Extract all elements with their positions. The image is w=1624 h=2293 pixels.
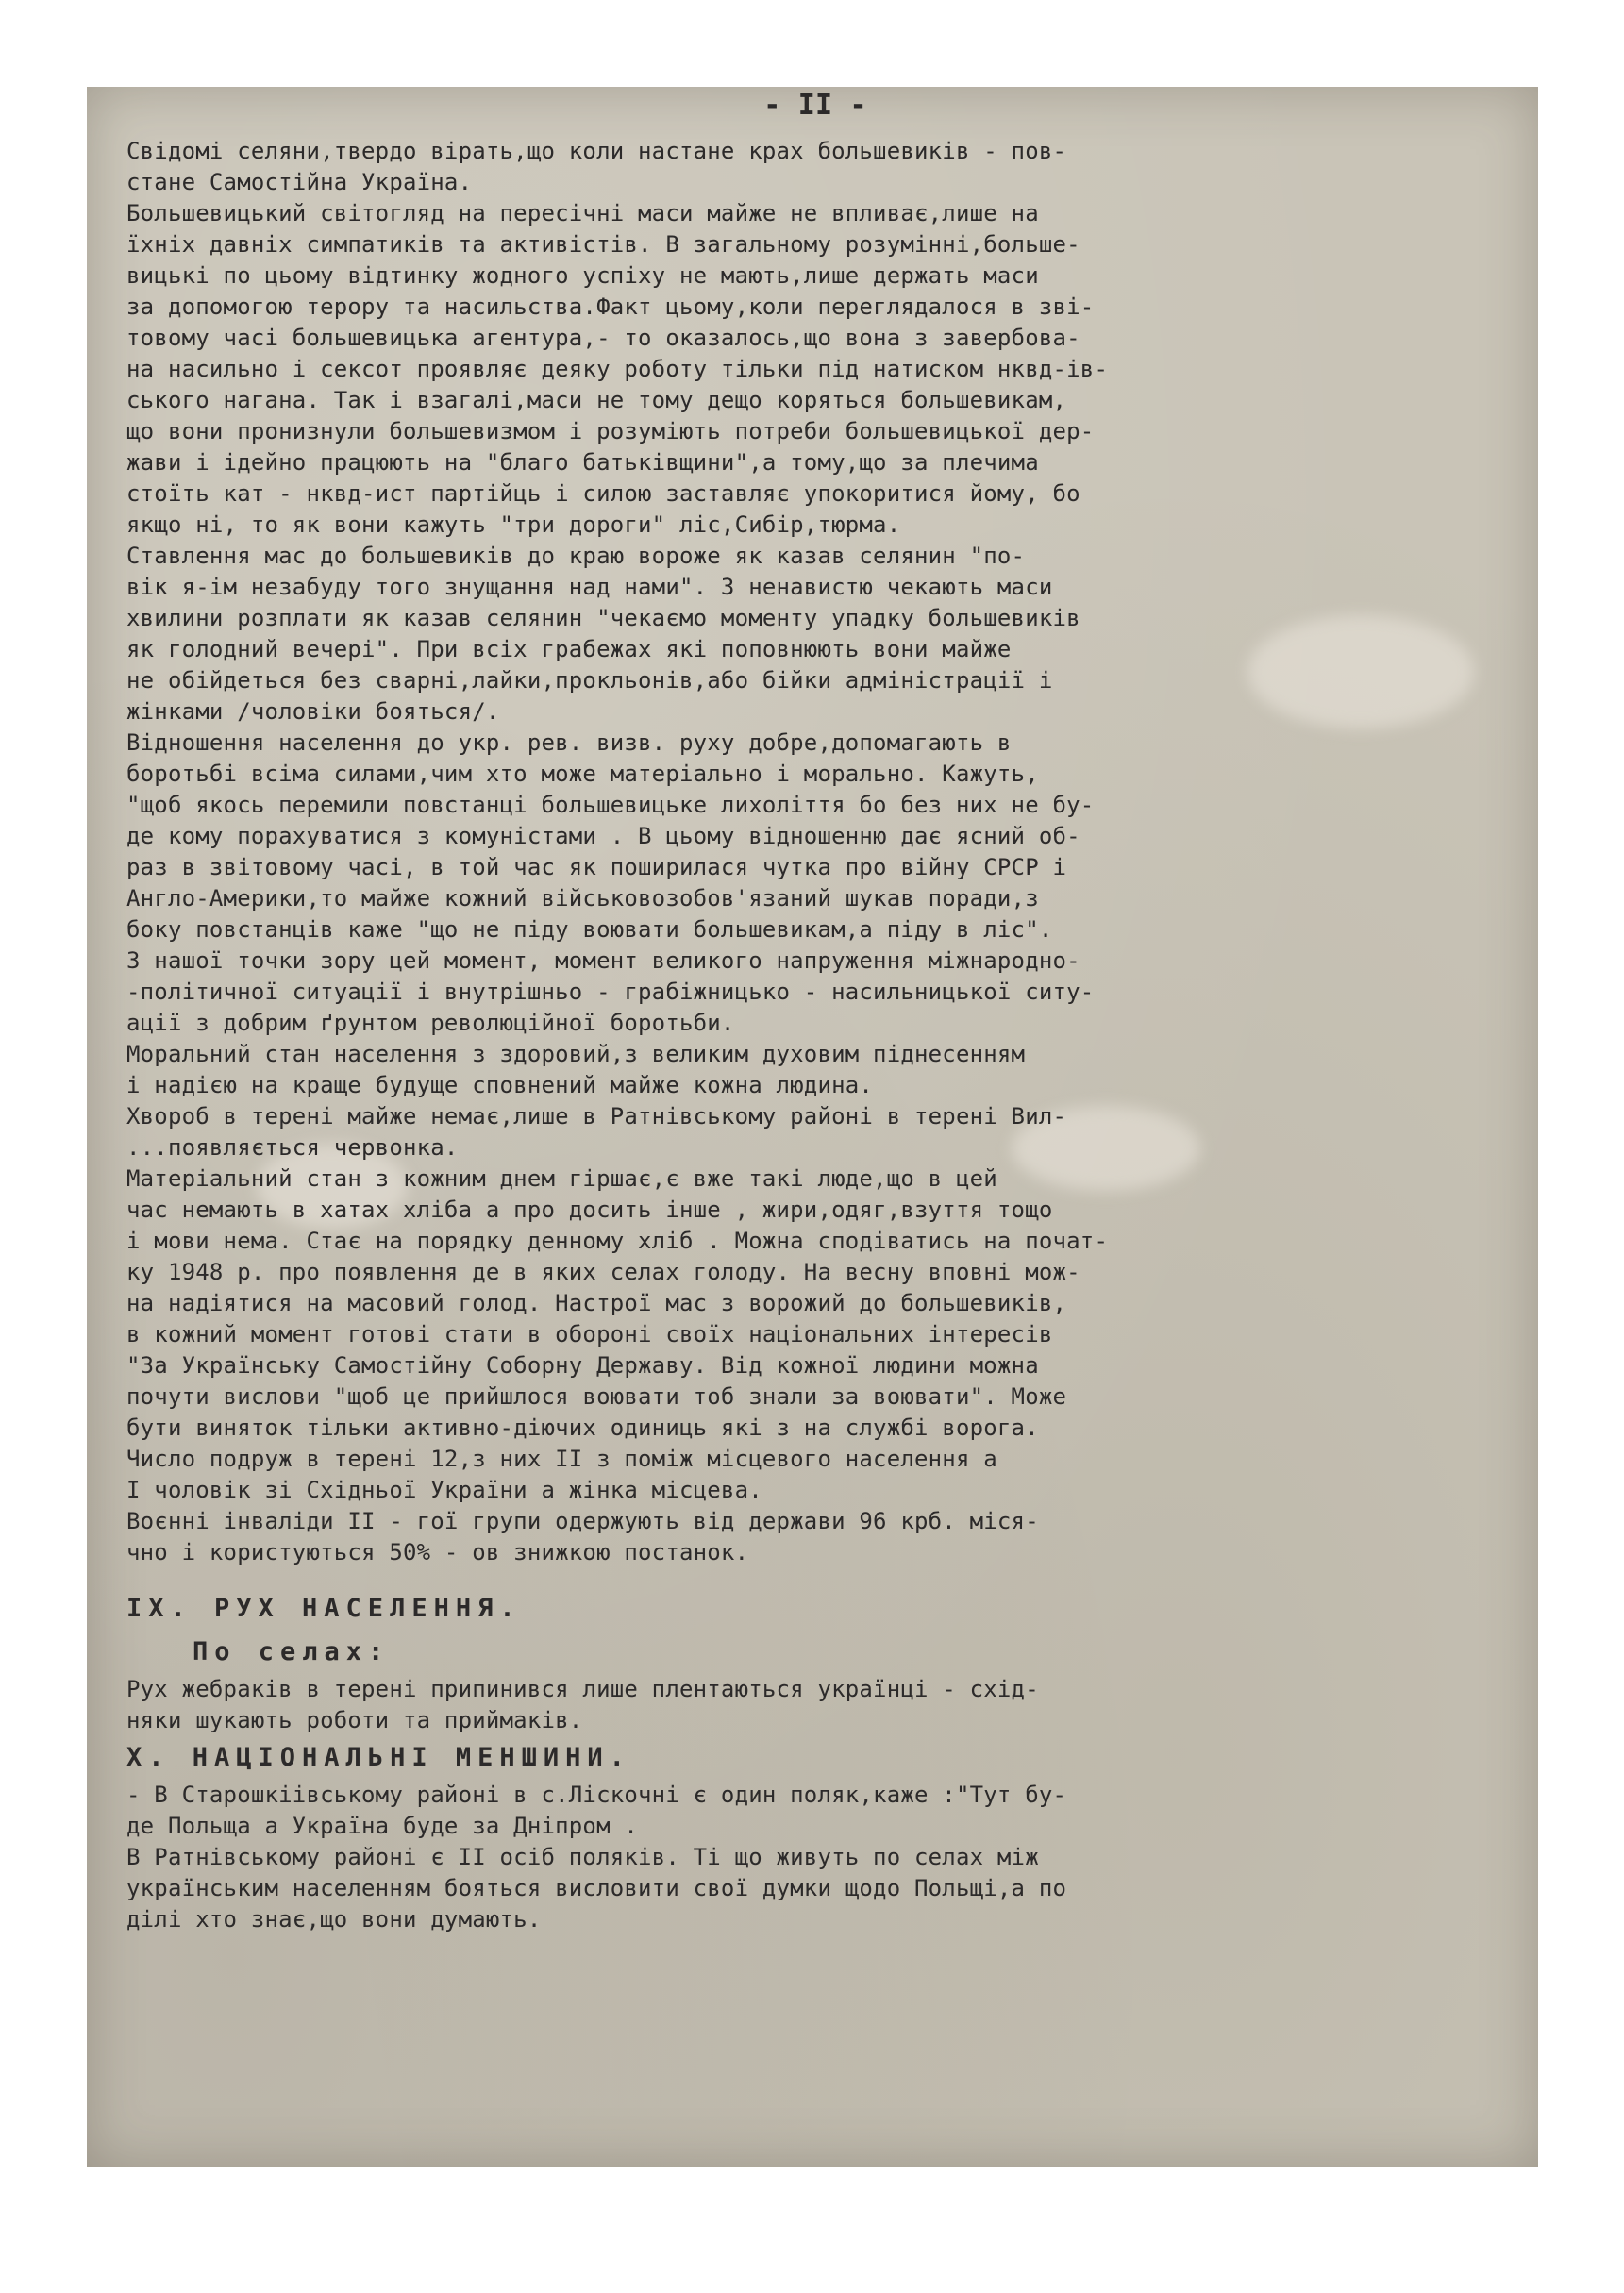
text-line: якщо ні, то як вони кажуть "три дороги" ліс,Сибір,тюрма. xyxy=(126,511,901,538)
text-line: за допомогою терору та насильства.Факт цьому,коли переглядалося в зві- xyxy=(126,293,1095,320)
text-line: I чоловік зі Східньої України а жінка місцева. xyxy=(126,1477,762,1503)
text-line: стане Самостійна Україна. xyxy=(126,169,473,195)
text-line: Моральний стан населення з здоровий,з великим духовим піднесенням xyxy=(126,1041,1026,1067)
text-line: їхніх давніх симпатиків та активістів. В загальному розумінні,больше- xyxy=(126,231,1080,258)
text-line: З нашої точки зору цей момент, момент великого напруження міжнародно- xyxy=(126,947,1080,974)
text-line: Свідомі селяни,твердо вірать,що коли настане крах большевиків - пов- xyxy=(126,138,1067,164)
text-line: няки шукають роботи та приймаків. xyxy=(126,1707,583,1733)
section-ix-heading: IX. РУХ НАСЕЛЕННЯ. xyxy=(126,1594,522,1623)
text-line: не обійдеться без сварні,лайки,прокльонів,або бійки адміністрації і xyxy=(126,667,1053,694)
text-line: де кому порахуватися з комуністами . В цьому відношенню дає ясний об- xyxy=(126,823,1080,849)
text-line: ку 1948 р. про появлення де в яких селах голоду. На весну вповні мож- xyxy=(126,1259,1080,1285)
text-line: хвилини розплати як казав селянин "чекаємо моменту упадку большевиків xyxy=(126,605,1080,631)
text-line: Рух жебраків в терені припинився лише плентаються українці - схід- xyxy=(126,1676,1039,1702)
text-line: бути виняток тільки активно-діючих одиниць які з на службі ворога. xyxy=(126,1414,1039,1441)
text-line: і надією на краще будуще сповнений майже кожна людина. xyxy=(126,1072,874,1098)
text-line: "щоб якось перемили повстанці большевицьке лихоліття бо без них не бу- xyxy=(126,792,1095,818)
text-line: вицькі по цьому відтинку жодного успіху не мають,лише держать маси xyxy=(126,262,1039,289)
text-line: ділі хто знає,що вони думають. xyxy=(126,1906,542,1933)
text-line: ського нагана. Так і взагалі,маси не тому дещо коряться большевикам, xyxy=(126,387,1067,413)
report-body xyxy=(126,136,1504,1935)
text-line: на надіятися на масовий голод. Настрої мас з ворожий до большевиків, xyxy=(126,1290,1067,1316)
main-paragraphs xyxy=(126,136,1504,1568)
text-line: що вони пронизнули большевизмом і розуміють потреби большевицької дер- xyxy=(126,418,1095,444)
text-line: в кожний момент готові стати в обороні своїх національних інтересів xyxy=(126,1321,1053,1347)
page-number: - II - xyxy=(763,89,867,122)
text-line: українським населенням бояться висловити свої думки щодо Польщі,а по xyxy=(126,1875,1067,1901)
text-line: боротьбі всіма силами,чим хто може матеріально і морально. Кажуть, xyxy=(126,761,1039,787)
text-line: Воєнні інваліди II - гої групи одержують від держави 96 крб. міся- xyxy=(126,1508,1039,1534)
text-line: вік я-ім незабуду того знущання над нами". З ненавистю чекають маси xyxy=(126,574,1053,600)
text-line: Хвороб в терені майже немає,лише в Ратнівському районі в терені Вил- xyxy=(126,1103,1067,1130)
text-line: і мови нема. Стає на порядку денному хліб . Можна сподіватись на почат- xyxy=(126,1228,1109,1254)
text-line: стоїть кат - нквд-ист партійць і силою заставляє упокоритися йому, бо xyxy=(126,480,1080,507)
text-line: Матеріальний стан з кожним днем гіршає,є вже такі люде,що в цей xyxy=(126,1165,997,1192)
text-line: товому часі большевицька агентура,- то оказалось,що вона з завербова- xyxy=(126,325,1080,351)
text-line: Англо-Америки,то майже кожний військовозобов'язаний шукав поради,з xyxy=(126,885,1039,912)
text-line: на насильно і сексот проявляє деяку роботу тільки під натиском нквд-ів- xyxy=(126,356,1109,382)
text-line: ації з добрим ґрунтом революційної боротьби. xyxy=(126,1010,735,1036)
text-line: де Польща а Україна буде за Дніпром . xyxy=(126,1813,639,1839)
text-line: Число подруж в терені 12,з них II з поміж місцевого населення а xyxy=(126,1446,997,1472)
text-line: чно і користуються 50% - ов знижкою постанок. xyxy=(126,1539,749,1565)
text-line: час немають в хатах хліба а про досить інше , жири,одяг,взуття тощо xyxy=(126,1197,1053,1223)
text-line: Большевицький світогляд на пересічні маси майже не впливає,лише на xyxy=(126,200,1039,226)
text-line: раз в звітовому часі, в той час як поширилася чутка про війну СРСР і xyxy=(126,854,1067,880)
text-line: боку повстанців каже "що не піду воювати большевикам,а піду в ліс". xyxy=(126,916,1053,943)
section-ix-subheading: По селах: xyxy=(193,1637,391,1666)
text-line: -політичної ситуації і внутрішньо - грабіжницько - насильницької ситу- xyxy=(126,979,1095,1005)
text-line: почути вислови "щоб це прийшлося воювати тоб знали за воювати". Може xyxy=(126,1383,1067,1410)
section-x-text xyxy=(126,1780,1504,1935)
section-ix-text xyxy=(126,1674,1504,1736)
spacer xyxy=(126,1568,1504,1587)
text-line: жінками /чоловіки бояться/. xyxy=(126,698,500,725)
text-line: жави і ідейно працюють на "благо батьківщини",а тому,що за плечима xyxy=(126,449,1039,476)
document-page xyxy=(87,87,1538,2167)
text-line: як голодний вечері". При всіх грабежах які поповнюють вони майже xyxy=(126,636,1012,662)
text-line: ...появляється червонка. xyxy=(126,1134,459,1161)
text-line: - В Старошкіівському районі в с.Ліскочні є один поляк,каже :"Тут бу- xyxy=(126,1782,1067,1808)
text-line: Ставлення мас до большевиків до краю вороже як казав селянин "по- xyxy=(126,543,1026,569)
text-line: Відношення населення до укр. рев. визв. руху добре,допомагають в xyxy=(126,729,1012,756)
section-x-heading: X. НАЦІОНАЛЬНІ МЕНШИНИ. xyxy=(126,1743,631,1772)
text-line: В Ратнівському районі є II осіб поляків. Ті що живуть по селах між xyxy=(126,1844,1039,1870)
text-line: "За Українську Самостійну Соборну Державу. Від кожної людини можна xyxy=(126,1352,1039,1379)
